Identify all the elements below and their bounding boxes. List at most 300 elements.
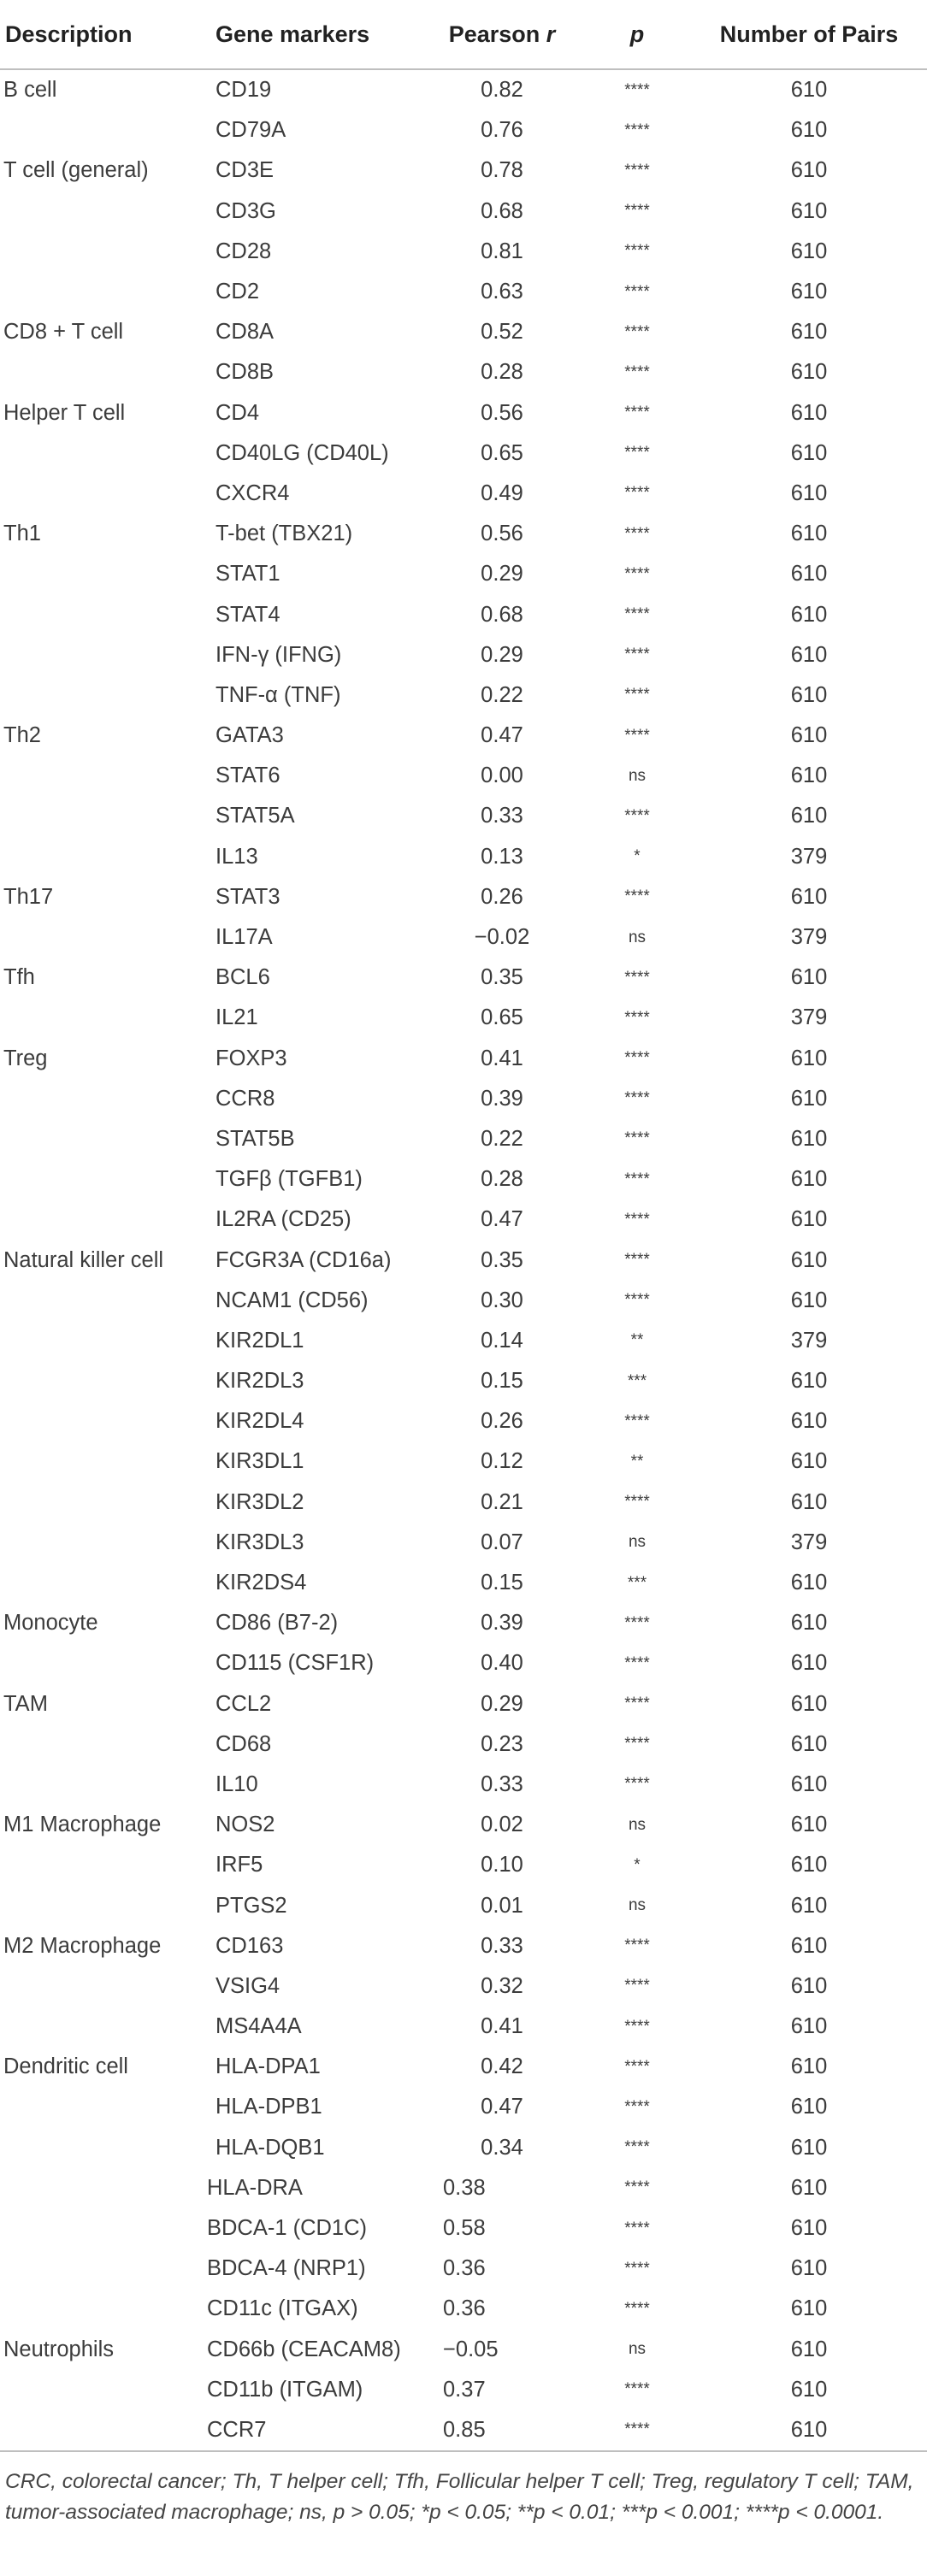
table-row	[0, 272, 927, 312]
cell-number-of-pairs: 610	[790, 2135, 828, 2160]
cell-p-significance: ns	[628, 1896, 647, 1915]
cell-gene-marker: IRF5	[216, 1853, 263, 1877]
table-row	[0, 2007, 927, 2047]
cell-description	[0, 1483, 207, 1523]
cell-p-significance: ****	[624, 2138, 650, 2157]
cell-gene-marker: IL17A	[216, 925, 273, 950]
cell-description	[0, 352, 207, 392]
cell-pearson-r: 0.82	[481, 78, 523, 103]
cell-p-significance: ****	[624, 1008, 650, 1027]
cell-number-of-pairs: 610	[790, 602, 828, 627]
cell-gene-marker: IL21	[216, 1005, 258, 1030]
table-row	[0, 554, 927, 594]
cell-gene-marker: BDCA-4 (NRP1)	[207, 2256, 366, 2281]
cell-p-significance: ns	[628, 928, 647, 946]
cell-gene-marker: CD4	[216, 400, 260, 425]
cell-pearson-r: 0.12	[481, 1449, 523, 1474]
cell-description: Tfh	[3, 965, 35, 990]
cell-number-of-pairs: 610	[790, 723, 828, 748]
cell-gene-marker: HLA-DQB1	[216, 2135, 325, 2160]
cell-pearson-r: 0.56	[481, 522, 523, 546]
cell-pearson-r: 0.52	[481, 320, 523, 345]
table-row	[0, 998, 927, 1038]
cell-pearson-r: 0.47	[481, 1207, 523, 1232]
cell-pearson-r: 0.15	[481, 1369, 523, 1394]
table-row	[0, 1885, 927, 1925]
cell-pearson-r: 0.40	[481, 1651, 523, 1676]
cell-gene-marker: HLA-DRA	[207, 2175, 303, 2200]
table-row	[0, 433, 927, 474]
cell-pearson-r: 0.36	[443, 2296, 486, 2321]
cell-p-significance: *	[634, 847, 641, 866]
cell-pearson-r: 0.26	[481, 884, 523, 909]
cell-number-of-pairs: 610	[790, 2216, 828, 2241]
table-row	[0, 1563, 927, 1603]
cell-pearson-r: 0.34	[481, 2135, 523, 2160]
cell-description	[0, 1563, 207, 1603]
cell-p-significance: ****	[624, 80, 650, 99]
cell-pearson-r: 0.36	[443, 2256, 486, 2281]
cell-description	[0, 110, 207, 150]
table-row	[0, 2128, 927, 2168]
cell-p-significance: ****	[624, 121, 650, 139]
table-row	[0, 2087, 927, 2127]
header-p: p	[583, 0, 691, 69]
cell-number-of-pairs: 610	[790, 1409, 828, 1434]
cell-pearson-r: 0.39	[481, 1086, 523, 1111]
cell-description: Natural killer cell	[3, 1247, 164, 1272]
cell-p-significance: ****	[624, 2219, 650, 2237]
cell-description	[0, 1441, 207, 1482]
cell-description	[0, 2087, 207, 2127]
cell-gene-marker: CD8A	[216, 320, 275, 345]
table-row	[0, 1845, 927, 1885]
cell-number-of-pairs: 610	[790, 1086, 828, 1111]
cell-number-of-pairs: 610	[790, 118, 828, 143]
table-row	[0, 69, 927, 110]
table-row	[0, 837, 927, 877]
cell-description: Monocyte	[3, 1611, 98, 1636]
cell-description: Th2	[3, 723, 41, 748]
table-row	[0, 1805, 927, 1845]
table-row	[0, 2208, 927, 2249]
cell-description: Dendritic cell	[3, 2054, 128, 2079]
cell-p-significance: ****	[624, 605, 650, 624]
cell-gene-marker: KIR2DL3	[216, 1369, 304, 1394]
cell-description	[0, 1361, 207, 1401]
cell-description: Th17	[3, 884, 54, 909]
cell-number-of-pairs: 610	[790, 239, 828, 263]
table-row	[0, 917, 927, 958]
cell-number-of-pairs: 610	[790, 682, 828, 707]
cell-gene-marker: STAT3	[216, 884, 280, 909]
cell-p-significance: ****	[624, 968, 650, 987]
cell-number-of-pairs: 610	[790, 2095, 828, 2119]
cell-gene-marker: KIR3DL3	[216, 1530, 304, 1554]
cell-gene-marker: CCR8	[216, 1086, 275, 1111]
cell-description	[0, 192, 207, 232]
cell-gene-marker: BCL6	[216, 965, 270, 990]
cell-p-significance: ****	[624, 1089, 650, 1108]
cell-description	[0, 554, 207, 594]
cell-description	[0, 272, 207, 312]
cell-description	[0, 1765, 207, 1805]
cell-number-of-pairs: 610	[790, 2175, 828, 2200]
cell-pearson-r: 0.30	[481, 1288, 523, 1312]
table-row	[0, 1966, 927, 2007]
cell-number-of-pairs: 610	[790, 1853, 828, 1877]
cell-gene-marker: TGFβ (TGFB1)	[216, 1167, 363, 1192]
cell-p-significance: ****	[624, 524, 650, 543]
table-row	[0, 594, 927, 634]
table-row	[0, 796, 927, 836]
cell-number-of-pairs: 610	[790, 1731, 828, 1756]
cell-number-of-pairs: 610	[790, 1571, 828, 1595]
cell-number-of-pairs: 610	[790, 320, 828, 345]
cell-pearson-r: 0.38	[443, 2175, 486, 2200]
cell-p-significance: *	[634, 1855, 641, 1874]
cell-description: M1 Macrophage	[3, 1813, 162, 1837]
cell-gene-marker: PTGS2	[216, 1893, 287, 1918]
cell-description	[0, 1079, 207, 1119]
cell-pearson-r: 0.00	[481, 763, 523, 788]
cell-pearson-r: 0.29	[481, 642, 523, 667]
cell-p-significance: ****	[624, 686, 650, 704]
cell-description	[0, 998, 207, 1038]
cell-gene-marker: STAT6	[216, 763, 280, 788]
cell-description: Treg	[3, 1046, 48, 1070]
table-row	[0, 1684, 927, 1724]
table-row	[0, 716, 927, 756]
cell-description	[0, 917, 207, 958]
cell-gene-marker: CD163	[216, 1933, 284, 1958]
cell-number-of-pairs: 610	[790, 1771, 828, 1796]
cell-number-of-pairs: 610	[790, 2014, 828, 2039]
cell-description	[0, 1885, 207, 1925]
cell-description: B cell	[3, 78, 57, 103]
cell-description	[0, 1643, 207, 1683]
cell-description	[0, 1724, 207, 1765]
cell-gene-marker: KIR2DL4	[216, 1409, 304, 1434]
cell-pearson-r: 0.14	[481, 1328, 523, 1353]
cell-number-of-pairs: 610	[790, 1126, 828, 1151]
cell-gene-marker: KIR2DS4	[216, 1571, 307, 1595]
cell-gene-marker: HLA-DPB1	[216, 2095, 322, 2119]
cell-number-of-pairs: 610	[790, 2054, 828, 2079]
cell-number-of-pairs: 610	[790, 400, 828, 425]
cell-p-significance: ****	[624, 1695, 650, 1713]
cell-pearson-r: 0.47	[481, 723, 523, 748]
cell-description	[0, 2007, 207, 2047]
cell-pearson-r: 0.07	[481, 1530, 523, 1554]
cell-p-significance: ****	[624, 2299, 650, 2318]
cell-pearson-r: 0.23	[481, 1731, 523, 1756]
cell-p-significance: ****	[624, 484, 650, 503]
cell-description	[0, 1845, 207, 1885]
cell-p-significance: **	[630, 1452, 644, 1471]
table-footnote: CRC, colorectal cancer; Th, T helper cell; Tfh, Follicular helper T cell; Treg, regulatory T cell; TAM, tumor-associated macrophage; ns, p > 0.05; *p < 0.05; **p < 0.01; ***p < 0.001; ****p < 0.0001.	[5, 2470, 914, 2524]
cell-p-significance: ****	[624, 444, 650, 463]
cell-number-of-pairs: 610	[790, 1813, 828, 1837]
cell-p-significance: ****	[624, 2380, 650, 2399]
cell-p-significance: ****	[624, 1775, 650, 1794]
table-row	[0, 2330, 927, 2370]
cell-pearson-r: 0.22	[481, 682, 523, 707]
cell-number-of-pairs: 610	[790, 440, 828, 465]
cell-p-significance: ****	[624, 1049, 650, 1068]
table-row	[0, 756, 927, 796]
cell-gene-marker: FOXP3	[216, 1046, 287, 1070]
cell-number-of-pairs: 610	[790, 1933, 828, 1958]
cell-gene-marker: BDCA-1 (CD1C)	[207, 2216, 368, 2241]
cell-pearson-r: 0.32	[481, 1973, 523, 1998]
cell-pearson-r: 0.21	[481, 1489, 523, 1514]
cell-gene-marker: CD3E	[216, 158, 275, 183]
cell-number-of-pairs: 610	[790, 1893, 828, 1918]
cell-number-of-pairs: 610	[790, 562, 828, 587]
cell-p-significance: ****	[624, 242, 650, 261]
cell-number-of-pairs: 610	[790, 965, 828, 990]
cell-number-of-pairs: 610	[790, 763, 828, 788]
table-row	[0, 312, 927, 352]
table-row	[0, 232, 927, 272]
cell-number-of-pairs: 379	[790, 1530, 828, 1554]
cell-description: TAM	[3, 1691, 48, 1716]
cell-number-of-pairs: 610	[790, 1207, 828, 1232]
cell-description	[0, 433, 207, 474]
table-row	[0, 1643, 927, 1683]
cell-pearson-r: 0.33	[481, 1933, 523, 1958]
cell-description	[0, 1401, 207, 1441]
cell-p-significance: ****	[624, 1129, 650, 1148]
cell-number-of-pairs: 610	[790, 1973, 828, 1998]
cell-pearson-r: 0.35	[481, 1247, 523, 1272]
cell-p-significance: ***	[627, 1573, 647, 1592]
cell-pearson-r: 0.68	[481, 198, 523, 223]
cell-gene-marker: IL2RA (CD25)	[216, 1207, 351, 1232]
table-row	[0, 1321, 927, 1361]
table-row	[0, 1926, 927, 1966]
header-number-of-pairs: Number of Pairs	[691, 0, 927, 69]
cell-gene-marker: CD79A	[216, 118, 286, 143]
cell-p-significance: ****	[624, 1653, 650, 1672]
cell-pearson-r: 0.22	[481, 1126, 523, 1151]
cell-description	[0, 2289, 207, 2329]
cell-p-significance: ns	[628, 766, 647, 785]
cell-pearson-r: 0.42	[481, 2054, 523, 2079]
cell-description	[0, 474, 207, 514]
cell-gene-marker: KIR3DL2	[216, 1489, 304, 1514]
cell-p-significance: ****	[624, 1977, 650, 1995]
cell-gene-marker: KIR3DL1	[216, 1449, 304, 1474]
table-body	[0, 69, 927, 2451]
cell-number-of-pairs: 610	[790, 1247, 828, 1272]
cell-description: Helper T cell	[3, 400, 126, 425]
cell-gene-marker: STAT4	[216, 602, 280, 627]
cell-pearson-r: 0.65	[481, 1005, 523, 1030]
cell-gene-marker: GATA3	[216, 723, 284, 748]
cell-number-of-pairs: 610	[790, 1449, 828, 1474]
cell-gene-marker: IFN-γ (IFNG)	[216, 642, 342, 667]
cell-gene-marker: IL10	[216, 1771, 258, 1796]
cell-description	[0, 2168, 207, 2208]
cell-description	[0, 635, 207, 675]
table-row	[0, 2047, 927, 2087]
cell-p-significance: ****	[583, 2410, 691, 2451]
cell-pearson-r: 0.37	[443, 2377, 486, 2402]
cell-gene-marker: MS4A4A	[216, 2014, 302, 2039]
cell-pearson-r: 0.39	[481, 1611, 523, 1636]
cell-pearson-r: 0.41	[481, 1046, 523, 1070]
cell-pearson-r: 0.85	[421, 2410, 583, 2451]
cell-description	[0, 756, 207, 796]
cell-gene-marker: CD115 (CSF1R)	[216, 1651, 375, 1676]
cell-pearson-r: −0.02	[474, 925, 530, 950]
cell-p-significance: ****	[624, 1170, 650, 1188]
cell-pearson-r: 0.35	[481, 965, 523, 990]
cell-pearson-r: 0.13	[481, 844, 523, 869]
cell-p-significance: ns	[628, 1533, 647, 1552]
table-row	[0, 1523, 927, 1563]
cell-description	[0, 1159, 207, 1200]
cell-number-of-pairs: 610	[790, 360, 828, 385]
cell-gene-marker: CCR7	[207, 2410, 421, 2451]
cell-gene-marker: CD40LG (CD40L)	[216, 440, 389, 465]
cell-p-significance: ****	[624, 2259, 650, 2278]
cell-gene-marker: CD66b (CEACAM8)	[207, 2337, 401, 2361]
cell-description: Neutrophils	[3, 2337, 114, 2361]
cell-pearson-r: 0.28	[481, 1167, 523, 1192]
cell-gene-marker: TNF-α (TNF)	[216, 682, 341, 707]
cell-pearson-r: 0.65	[481, 440, 523, 465]
cell-gene-marker: NCAM1 (CD56)	[216, 1288, 369, 1312]
table-row	[0, 393, 927, 433]
table-row	[0, 1159, 927, 1200]
cell-pearson-r: 0.29	[481, 1691, 523, 1716]
cell-p-significance: ****	[624, 564, 650, 583]
table-row	[0, 1603, 927, 1643]
cell-p-significance: **	[630, 1331, 644, 1350]
cell-description: T cell (general)	[3, 158, 149, 183]
table-row	[0, 1240, 927, 1280]
cell-description	[0, 1200, 207, 1240]
cell-p-significance: ****	[624, 1936, 650, 1955]
cell-number-of-pairs: 610	[790, 522, 828, 546]
cell-p-significance: ****	[624, 161, 650, 180]
cell-p-significance: ns	[628, 2340, 647, 2359]
cell-pearson-r: 0.58	[443, 2216, 486, 2241]
cell-description: Th1	[3, 522, 41, 546]
cell-description	[0, 1321, 207, 1361]
header-row	[0, 0, 927, 69]
table-row	[0, 192, 927, 232]
cell-description	[0, 1281, 207, 1321]
cell-p-significance: ****	[624, 363, 650, 381]
cell-pearson-r: 0.15	[481, 1571, 523, 1595]
cell-p-significance: ****	[624, 1251, 650, 1270]
cell-number-of-pairs: 610	[790, 158, 828, 183]
cell-description	[0, 2128, 207, 2168]
cell-number-of-pairs: 610	[790, 198, 828, 223]
cell-pearson-r: 0.49	[481, 480, 523, 505]
cell-description	[0, 796, 207, 836]
cell-pearson-r: 0.41	[481, 2014, 523, 2039]
table-row	[0, 1441, 927, 1482]
cell-number-of-pairs: 610	[790, 1691, 828, 1716]
cell-number-of-pairs: 610	[790, 2296, 828, 2321]
cell-number-of-pairs: 610	[691, 2410, 927, 2451]
cell-number-of-pairs: 610	[790, 1167, 828, 1192]
cell-pearson-r: 0.26	[481, 1409, 523, 1434]
cell-gene-marker: CCL2	[216, 1691, 272, 1716]
cell-description	[0, 2208, 207, 2249]
table-row	[0, 1361, 927, 1401]
cell-number-of-pairs: 610	[790, 280, 828, 304]
cell-pearson-r: 0.33	[481, 804, 523, 828]
table-row	[0, 1724, 927, 1765]
cell-gene-marker: CD11c (ITGAX)	[207, 2296, 358, 2321]
table-row	[0, 1401, 927, 1441]
table-row	[0, 877, 927, 917]
table-row	[0, 675, 927, 716]
cell-description	[0, 232, 207, 272]
table-row	[0, 514, 927, 554]
cell-gene-marker: IL13	[216, 844, 258, 869]
cell-p-significance: ****	[624, 2017, 650, 2036]
cell-gene-marker: STAT5B	[216, 1126, 295, 1151]
cell-p-significance: ****	[624, 806, 650, 825]
cell-number-of-pairs: 610	[790, 2256, 828, 2281]
cell-gene-marker: STAT5A	[216, 804, 295, 828]
cell-number-of-pairs: 610	[790, 1288, 828, 1312]
table-row	[0, 2370, 927, 2410]
cell-pearson-r: 0.28	[481, 360, 523, 385]
cell-pearson-r: 0.29	[481, 562, 523, 587]
cell-p-significance: ****	[624, 1291, 650, 1310]
table-row	[0, 1200, 927, 1240]
cell-gene-marker: CD11b (ITGAM)	[207, 2377, 363, 2402]
table-row	[0, 352, 927, 392]
cell-p-significance: ****	[624, 1613, 650, 1632]
cell-gene-marker: T-bet (TBX21)	[216, 522, 353, 546]
cell-pearson-r: −0.05	[443, 2337, 499, 2361]
table-row	[0, 474, 927, 514]
cell-pearson-r: 0.56	[481, 400, 523, 425]
cell-number-of-pairs: 379	[790, 925, 828, 950]
cell-description	[0, 675, 207, 716]
cell-gene-marker: CD19	[216, 78, 272, 103]
cell-p-significance: ****	[624, 2057, 650, 2076]
cell-pearson-r: 0.47	[481, 2095, 523, 2119]
table-row	[0, 2168, 927, 2208]
cell-gene-marker: KIR2DL1	[216, 1328, 304, 1353]
cell-p-significance: ****	[624, 404, 650, 422]
cell-p-significance: ****	[624, 1210, 650, 1229]
cell-gene-marker: CXCR4	[216, 480, 290, 505]
cell-p-significance: ***	[627, 1371, 647, 1390]
cell-p-significance: ****	[624, 322, 650, 341]
table-row	[0, 150, 927, 191]
cell-description	[0, 2249, 207, 2289]
cell-pearson-r: 0.76	[481, 118, 523, 143]
cell-number-of-pairs: 610	[790, 78, 828, 103]
cell-number-of-pairs: 610	[790, 1369, 828, 1394]
table-row	[0, 2249, 927, 2289]
cell-gene-marker: CD28	[216, 239, 272, 263]
cell-pearson-r: 0.01	[481, 1893, 523, 1918]
cell-number-of-pairs: 610	[790, 1611, 828, 1636]
table-row	[0, 2410, 927, 2451]
